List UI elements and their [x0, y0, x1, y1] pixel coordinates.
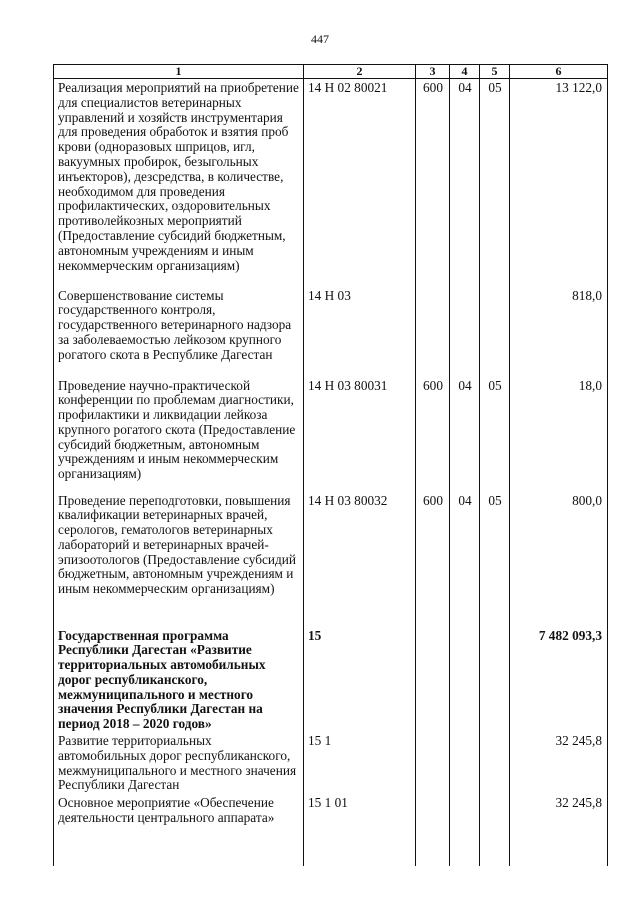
budget-table: [53, 64, 608, 866]
column-header: 6: [510, 65, 608, 79]
row-name: Основное мероприятие «Обеспечение деятельности центрального аппарата»: [54, 794, 304, 866]
row-amount: 800,0: [510, 492, 608, 627]
page-number: 447: [311, 32, 329, 46]
column-header: 4: [450, 65, 480, 79]
row-name: Государственная программа Республики Дагестан «Развитие территориальных автомобильных дорог республиканского, межмуниципального и местного значения Республики Дагестан на период 2018 – 2020 годов»: [54, 627, 304, 733]
row-name: Проведение переподготовки, повышения квалификации ветеринарных врачей, серологов, гематологов ветеринарных лабораторий и ветеринарных врачей-эпизоотологов (Предоставление субсидий бюджетным, автономным учреждениям и иным некоммерческим организациям): [54, 492, 304, 627]
row-code: 14 Н 03 80031: [304, 377, 416, 492]
row-name: Реализация мероприятий на приобретение для специалистов ветеринарных управлений и хозяйств инструментария для проведения обработок и взятия проб крови (одноразовых шприцов, игл, вакуумных пробирок, безыгольных инъекторов), дезсредства, в количестве, необходимом для проведения профилактических, оздоровительных противолейкозных мероприятий (Предоставление субсидий бюджетным, автономным учреждениям и иным некоммерческим организациям): [54, 79, 304, 287]
row-col4: 04: [450, 79, 480, 287]
row-name: Проведение научно-практической конференции по проблемам диагностики, профилактики и ликвидации лейкоза крупного рогатого скота (Предоставление субсидий бюджетным, автономным учреждениям и иным некоммерческим организациям): [54, 377, 304, 492]
row-code: 14 Н 03: [304, 287, 416, 377]
row-col5: [480, 732, 510, 794]
row-code: 15 1 01: [304, 794, 416, 866]
row-col4: [450, 287, 480, 377]
row-code: 14 Н 02 80021: [304, 79, 416, 287]
table-row: [54, 732, 608, 794]
row-col5: [480, 794, 510, 866]
row-col4: 04: [450, 492, 480, 627]
row-col3: [416, 794, 450, 866]
row-col4: [450, 794, 480, 866]
row-code: 15: [304, 627, 416, 733]
row-col4: [450, 732, 480, 794]
row-amount: 18,0: [510, 377, 608, 492]
row-col3: 600: [416, 79, 450, 287]
row-name: Развитие территориальных автомобильных дорог республиканского, межмуниципального и местного значения Республики Дагестан: [54, 732, 304, 794]
column-header: 5: [480, 65, 510, 79]
table-row: [54, 377, 608, 492]
row-col3: 600: [416, 492, 450, 627]
row-col5: [480, 287, 510, 377]
table-row: [54, 627, 608, 733]
row-code: 15 1: [304, 732, 416, 794]
column-header: 2: [304, 65, 416, 79]
row-col5: [480, 627, 510, 733]
row-amount: 818,0: [510, 287, 608, 377]
row-code: 14 Н 03 80032: [304, 492, 416, 627]
table-row: [54, 79, 608, 287]
row-col3: [416, 627, 450, 733]
row-amount: 32 245,8: [510, 794, 608, 866]
row-col3: [416, 732, 450, 794]
table-header-row: [54, 65, 608, 79]
table-row: [54, 794, 608, 866]
row-amount: 13 122,0: [510, 79, 608, 287]
table-row: [54, 287, 608, 377]
row-name: Совершенствование системы государственного контроля, государственного ветеринарного надзора за заболеваемостью лейкозом крупного рогатого скота в Республике Дагестан: [54, 287, 304, 377]
row-col5: 05: [480, 377, 510, 492]
row-amount: 32 245,8: [510, 732, 608, 794]
row-col4: 04: [450, 377, 480, 492]
column-header: 3: [416, 65, 450, 79]
row-col5: 05: [480, 79, 510, 287]
row-col3: [416, 287, 450, 377]
column-header: 1: [54, 65, 304, 79]
row-col4: [450, 627, 480, 733]
row-amount: 7 482 093,3: [510, 627, 608, 733]
row-col3: 600: [416, 377, 450, 492]
row-col5: 05: [480, 492, 510, 627]
table-row: [54, 492, 608, 627]
